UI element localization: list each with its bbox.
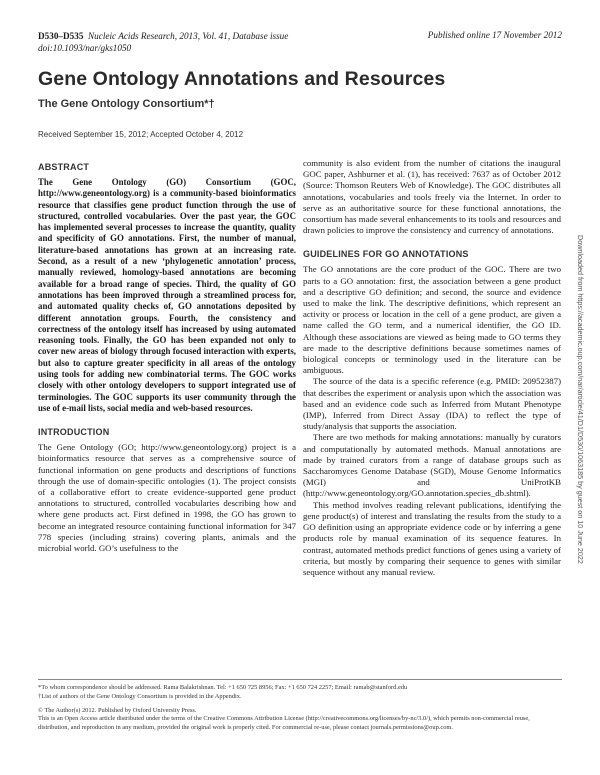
- abstract-heading: ABSTRACT: [38, 162, 90, 172]
- guidelines-paragraph: The source of the data is a specific reference (e.g. PMID: 20952387) that describes the experiment or analysis upon which the association was based and an evidence code such as Inferred from Mutant Phenotype (IMP), Inferred from Direct Assay (IDA) to reflect the type of study/analysis that supports the association.: [303, 376, 561, 432]
- running-header: [38, 30, 288, 54]
- download-watermark: [574, 235, 586, 595]
- article-title: Gene Ontology Annotations and Resources: [38, 68, 446, 90]
- left-column: [38, 162, 296, 554]
- guidelines-paragraph: There are two methods for making annotations: manually by curators and computationally by automated methods. Manual annotations are made by trained curators from a range of database groups such as Saccharomyces Genome Database (SGD), Mouse Genome Informatics (MGI) and UniProtKB (http://www.geneontology.org/GO.annotation.species_db.shtml).: [303, 432, 561, 499]
- footnotes: [38, 679, 562, 733]
- download-watermark-text: Downloaded from https://academic.oup.com/nar/article/41/D1/D530/1063185 by guest on 10 June 2022: [576, 235, 585, 564]
- license-notice: This is an Open Access article distributed under the terms of the Creative Commons Attribution License (http://creativecommons.org/licenses/by-nc/3.0/), which permits non-commercial reuse, distribution, and reproduction in any medium, provided the original work is properly cited. For commercial re-use, please contact journals.permissions@oup.com.: [38, 715, 530, 732]
- right-column: [303, 158, 561, 578]
- abstract-text: The Gene Ontology (GO) Consortium (GOC, http://www.geneontology.org) is a community-based bioinformatics resource that classifies gene product function through the use of structured, controlled vocabularies. Over the past year, the GOC has implemented several processes to increase the quantity, quality and specificity of GO annotations. First, the number of manual, literature-based annotations has grown at an increasing rate. Second, as a result of a new ‘phylogenetic annotation’ process, manually reviewed, homology-based annotations are becoming available for a broad range of species. Third, the quality of GO annotations has been improved through a streamlined process for, and automated quality checks of, GO annotations deposited by different annotation groups. Fourth, the consistency and correctness of the ontology itself has increased by using automated reasoning tools. Finally, the GO has been expanded not only to cover new areas of biology through focused interaction with experts, but also to capture greater specificity in all areas of the ontology using tools for adding new combinatorial terms. The GOC works closely with other ontology developers to support integrated use of terminologies. The GOC supports its user community through the use of e-mail lists, social media and web-based resources.: [38, 177, 296, 413]
- authors: The Gene Ontology Consortium*†: [38, 98, 215, 110]
- guidelines-paragraph: This method involves reading relevant publications, identifying the gene product(s) of interest and translating the results from the study to a GO definition using an appropriate evidence code or by inferring a gene products role by manual examination of its sequence features. In contrast, automated methods predict functions of genes using a variety of criteria, but mostly by comparing their sequence to genes with similar sequence without any manual review.: [303, 499, 561, 577]
- introduction-continued: community is also evident from the number of citations the inaugural GOC paper, Ashburner et al. (1), has received: 7637 as of October 2012 (Source: Thomson Reuters Web of Knowledge). The GOC distributes all annotations, vocabularies and tools freely via the Internet. In order to serve as an authoritative source for these functional annotations, the consortium has made several enhancements to its tools and resources and drawn policies to improve the consistency and currency of annotations.: [303, 158, 561, 236]
- doi[interactable]: doi:10.1093/nar/gks1050: [38, 43, 132, 53]
- received-dates: Received September 15, 2012; Accepted October 4, 2012: [38, 130, 244, 139]
- introduction-heading: INTRODUCTION: [38, 427, 110, 438]
- journal-citation: Nucleic Acids Research, 2013, Vol. 41, Database issue: [88, 31, 289, 41]
- guidelines-paragraph: The GO annotations are the core product of the GOC. There are two parts to a GO annotation: first, the association between a gene product and a descriptive GO definition; and second, the source and evidence used to make the link. The descriptive definitions, which represent an activity or process or location in the cell of a gene product, are given a name called the GO term, and a numerical identifier, the GO ID. Although these associations are viewed as being made to GO terms they are made to the descriptive definitions because sometimes names of biological concepts or terminology used in the literature can be ambiguous.: [303, 264, 561, 376]
- consortium-footnote: †List of authors of the Gene Ontology Consortium is provided in the Appendix.: [38, 692, 242, 700]
- guidelines-heading: GUIDELINES FOR GO ANNOTATIONS: [303, 249, 469, 260]
- introduction-text: The Gene Ontology (GO; http://www.geneontology.org) project is a bioinformatics resource that serves as a comprehensive source of functional information on gene products and descriptions of functions through the use of domain-specific ontologies (1). The project consists of a collaborative effort to create evidence-supported gene product annotations to structured, controlled vocabularies describing how and where gene products act. First defined in 1998, the GO has grown to become an integrated resource containing functional information for 347 778 species (including strains) covering plants, animals and the microbial world. GO’s usefulness to the: [38, 442, 296, 554]
- copyright-notice: © The Author(s) 2012. Published by Oxford University Press.: [38, 706, 197, 714]
- page-range: D530–D535: [38, 31, 84, 41]
- correspondence-footnote: *To whom correspondence should be addressed. Rama Balakrishnan. Tel: +1 650 725 8956; Fax: +1 650 724 2257; Email: ramab@stanford.edu: [38, 684, 408, 691]
- published-date: Published online 17 November 2012: [427, 30, 562, 40]
